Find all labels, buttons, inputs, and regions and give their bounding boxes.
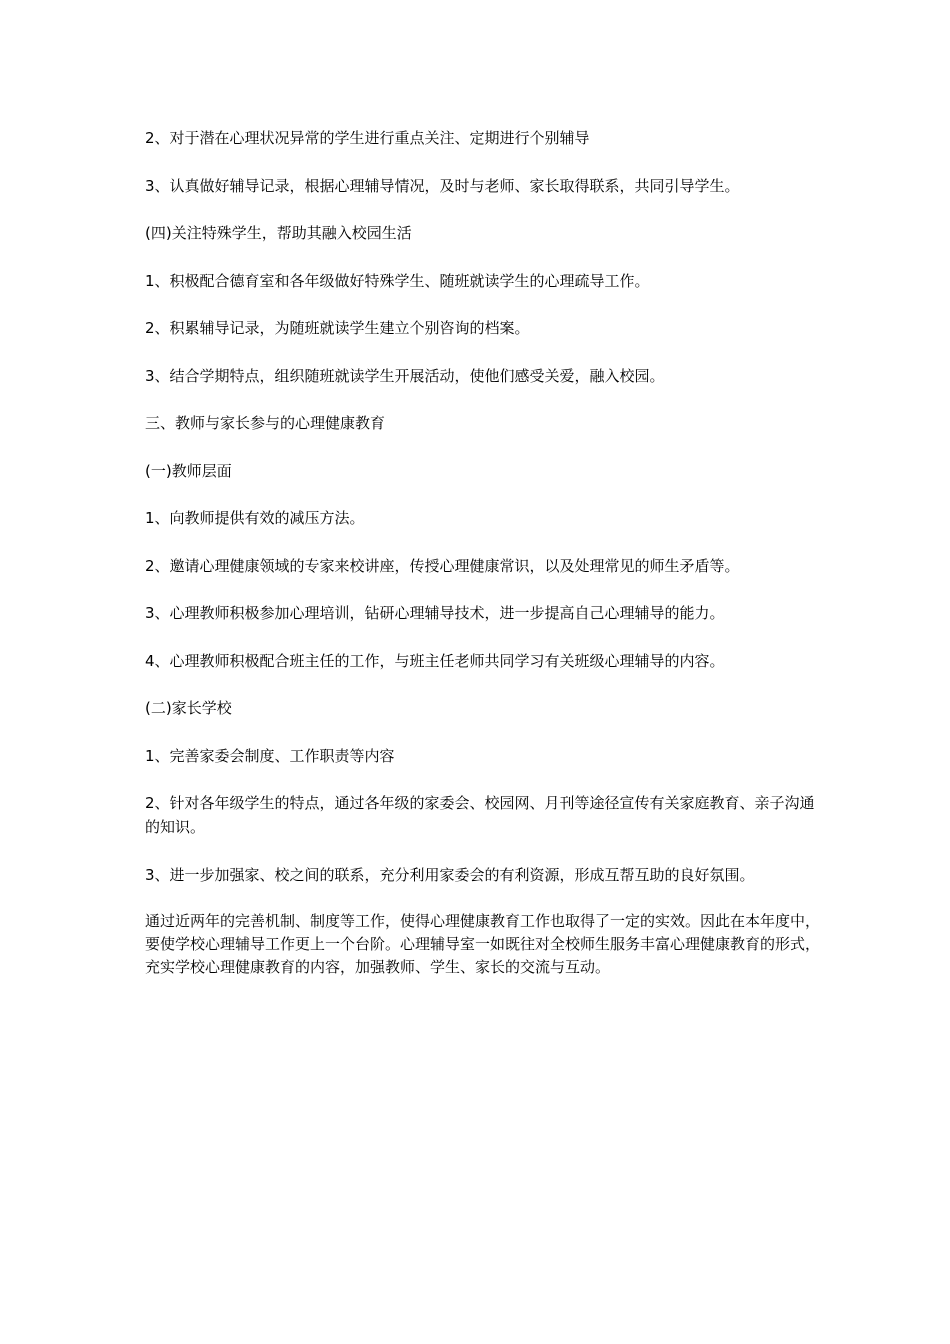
paragraph-4: 1、积极配合德育室和各年级做好特殊学生、随班就读学生的心理疏导工作。: [145, 271, 650, 290]
subsection-heading-teachers: (一)教师层面: [145, 461, 232, 480]
closing-paragraph: 通过近两年的完善机制、制度等工作，使得心理健康教育工作也取得了一定的实效。因此在本年度中，要使学校心理辅导工作更上一个台阶。心理辅导室一如既往对全校师生服务丰富心理健康教育的形式，充实学校心理健康教育的内容，加强教师、学生、家长的交流与互动。: [145, 912, 821, 976]
paragraph-12: 4、心理教师积极配合班主任的工作，与班主任老师共同学习有关班级心理辅导的内容。: [145, 651, 725, 670]
paragraph-11: 3、心理教师积极参加心理培训，钻研心理辅导技术，进一步提高自己心理辅导的能力。: [145, 604, 725, 622]
paragraph-14: 1、完善家委会制度、工作职责等内容: [145, 746, 395, 765]
document-body: [145, 126, 825, 1003]
paragraph-2: 3、认真做好辅导记录，根据心理辅导情况，及时与老师、家长取得联系，共同引导学生。: [145, 176, 740, 195]
paragraph-5: 2、积累辅导记录，为随班就读学生建立个别咨询的档案。: [145, 319, 530, 337]
section-heading-special-students: (四)关注特殊学生，帮助其融入校园生活: [145, 224, 412, 242]
paragraph-10: 2、邀请心理健康领域的专家来校讲座，传授心理健康常识，以及处理常见的师生矛盾等。: [145, 556, 740, 575]
paragraph-9: 1、向教师提供有效的减压方法。: [145, 509, 365, 527]
paragraph-1: 2、对于潜在心理状况异常的学生进行重点关注、定期进行个别辅导: [145, 129, 590, 147]
paragraph-15: 2、针对各年级学生的特点，通过各年级的家委会、校园网、月刊等途径宣传有关家庭教育、亲子沟通的知识。: [145, 794, 815, 836]
section-heading-teachers-parents: 三、教师与家长参与的心理健康教育: [145, 414, 386, 432]
paragraph-16: 3、进一步加强家、校之间的联系，充分利用家委会的有利资源，形成互帮互助的良好氛围。: [145, 865, 755, 884]
paragraph-6: 3、结合学期特点，组织随班就读学生开展活动，使他们感受关爱，融入校园。: [145, 366, 665, 385]
subsection-heading-parents-school: (二)家长学校: [145, 699, 232, 717]
